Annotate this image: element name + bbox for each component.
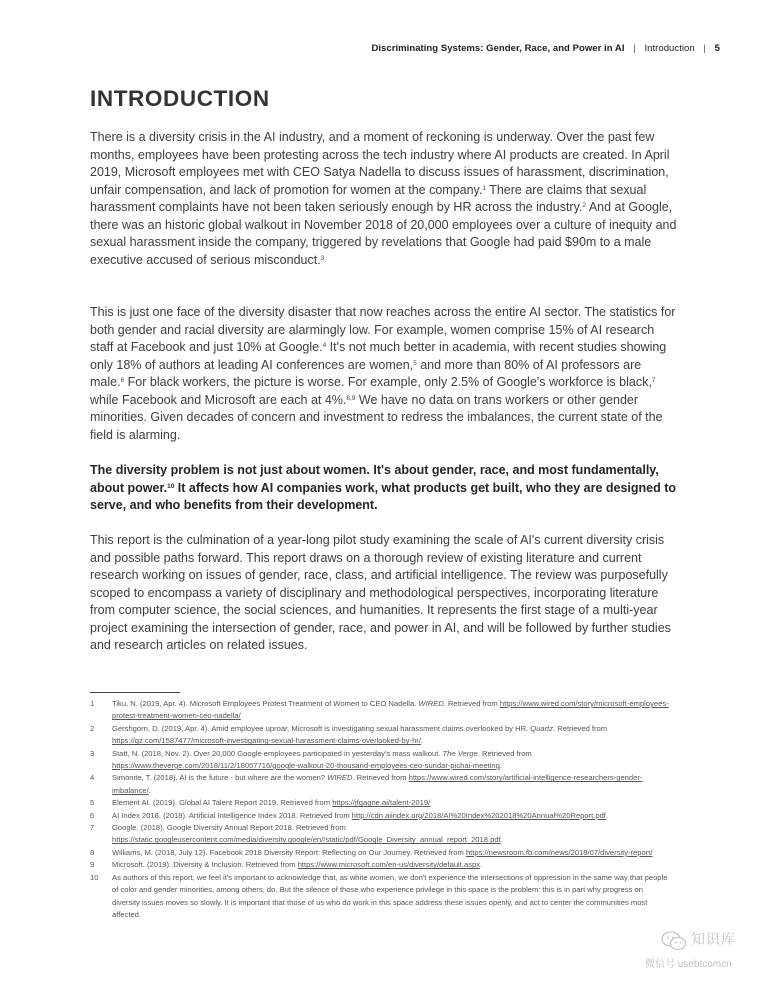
- footnote-divider: [90, 692, 180, 693]
- paragraph-text: There is a diversity crisis in the AI industry, and a moment of reckoning is underway. Over the past few months, employees have been protesting across the tech industry where AI products are created. In April 2019, Microsoft employees met with CEO Satya Nadella to discuss issues of harassment, discrimination, unfair compensation, and lack of promotion for women at the company.: [90, 130, 670, 197]
- footnote-number: 3: [90, 748, 95, 758]
- footnote-3: [90, 748, 670, 773]
- footnote-number: 2: [90, 723, 95, 733]
- footnote-link[interactable]: https://qz.com/1587477/microsoft-investigating-sexual-harassment-claims-overlooked-by-hr/: [112, 736, 421, 746]
- paragraph-report-scope: This report is the culmination of a year-long pilot study examining the scale of AI's current diversity crisis and possible paths forward. This report draws on a thorough review of existing literature and current research working on issues of gender, race, class, and artificial intelligence. The review was purposefully scoped to encompass a variety of disciplinary and methodological perspectives, incorporating literature from computer science, the social sciences, and humanities. It represents the first stage of a multi-year project examining the intersection of gender, race, and power in AI, and will be followed by further studies and research articles on related issues.: [90, 533, 671, 652]
- paragraph-text: The diversity problem is not just about women. It's about gender, race, and most fundamentally, about power.: [90, 463, 659, 495]
- footnote-text: [112, 748, 670, 773]
- header-separator: |: [703, 43, 706, 54]
- footnote-link[interactable]: http://cdn.aiindex.org/2018/AI%20Index%202018%20Annual%20Report.pdf: [351, 810, 606, 820]
- footnote-2: [90, 723, 670, 748]
- footnote-number: 4: [90, 773, 95, 783]
- footnote-4: [90, 772, 670, 797]
- footnote-text: [112, 847, 670, 859]
- footnote-ref[interactable]: 7: [651, 377, 656, 384]
- footnote-citation: .: [148, 785, 151, 795]
- footnote-citation: .: [480, 860, 483, 870]
- footnote-citation: As authors of this report, we feel it's important to acknowledge that, as white women, we don't experience the intersections of oppression in the same way that people of color and gender minorities, among others, do. But the silence of those who experience privilege in this space is the problem: this is in part why progress on diversity issues moves so slowly. It is important that those of us who do work in this space address these issues openly, and act to center the communities most affected.: [112, 872, 668, 919]
- footnote-9: [90, 859, 670, 871]
- footnote-text: [112, 872, 670, 922]
- footnote-number: 6: [90, 810, 95, 820]
- paragraph-diversity-statistics: [90, 304, 677, 444]
- footnote-ref[interactable]: 3: [320, 254, 325, 262]
- watermark-name: 知识库: [691, 931, 736, 947]
- footnote-citation: Simonite, T. (2018). AI is the future - but where are the women?: [112, 773, 328, 783]
- paragraph-key-statement: [90, 462, 677, 515]
- page-number: 5: [714, 43, 720, 54]
- footnote-ref[interactable]: 2: [582, 202, 587, 209]
- footnote-ref[interactable]: 8,9: [346, 394, 356, 402]
- paragraph-text: And at Google, there was an historic global walkout in November 2018 of 20,000 employees over a culture of inequity and sexual harassment inside the company, triggered by revelations that Google had paid $90m to a male executive accused of serious misconduct.: [90, 200, 677, 267]
- header-separator: |: [633, 43, 636, 54]
- footnote-source: WIRED: [327, 773, 353, 783]
- footnote-citation: . Retrieved from: [352, 773, 409, 783]
- footnote-link[interactable]: https://newsroom.fb.com/news/2018/07/diversity-report/: [465, 847, 653, 857]
- footnote-citation: .: [500, 835, 503, 845]
- footnote-text: [112, 723, 670, 748]
- footnote-5: [90, 797, 670, 809]
- footnote-link[interactable]: https://static.googleusercontent.com/media/diversity.google/en//static/pdf/Google_Diversity_annual_report_2018.pdf: [112, 835, 501, 845]
- paragraph-text: It affects how AI companies work, what products get built, who they are designed to serve, and who benefits from their development.: [90, 480, 677, 512]
- footnote-link[interactable]: https://www.wired.com/story/microsoft-employees-protest-treatment-women-ceo-nadella/: [112, 699, 669, 721]
- footnote-citation: Gershgorn, D. (2019, Apr. 4). Amid employee uproar, Microsoft is investigating sexual harassment claims overlooked by HR.: [112, 723, 531, 733]
- footnote-number: 7: [90, 823, 95, 833]
- section-name: Introduction: [644, 43, 695, 54]
- footnote-link[interactable]: https://www.wired.com/story/artificial-intelligence-researchers-gender-imbalance/: [112, 773, 643, 795]
- footnote-text: [112, 859, 670, 871]
- footnote-text: [112, 698, 670, 723]
- paragraph-text: There are claims that sexual harassment complaints have not been taken seriously enough by HR across the industry.: [90, 182, 647, 214]
- footnote-citation: Williams, M. (2018, July 12). Facebook 2018 Diversity Report: Reflecting on Our Journey. Retrieved from: [112, 847, 466, 857]
- footnote-ref[interactable]: 6: [120, 377, 125, 384]
- paragraph-text: For black workers, the picture is worse. For example, only 2.5% of Google's workforce is black,: [124, 375, 652, 389]
- paragraph-text: We have no data on trans workers or other gender minorities. Given decades of concern and investment to redress the imbalances, the current state of the field is alarming.: [90, 392, 663, 442]
- footnote-6: [90, 810, 670, 822]
- footnote-text: [112, 772, 670, 797]
- footnote-citation: Element AI. (2019). Global AI Talent Report 2019. Retrieved from: [112, 798, 333, 808]
- footnote-number: 8: [90, 847, 95, 857]
- footnote-10: [90, 872, 670, 922]
- paragraph-text: and more than 80% of AI professors are male.: [90, 357, 642, 389]
- footnote-citation: .: [499, 761, 502, 771]
- footnote-source: The Verge: [442, 748, 478, 758]
- footnote-ref[interactable]: 10: [167, 482, 175, 490]
- report-title: Discriminating Systems: Gender, Race, and Power in AI: [371, 43, 625, 54]
- running-header: [371, 43, 720, 54]
- footnote-ref[interactable]: 1: [482, 184, 486, 192]
- footnote-source: WIRED: [418, 699, 444, 708]
- wechat-icon: [661, 931, 687, 951]
- footnote-link[interactable]: https://jfgagne.ai/talent-2019/: [332, 798, 431, 808]
- footnote-citation: Statt, N. (2018, Nov. 2). Over 20,000 Google employees participated in yesterday's mass walkout.: [112, 748, 443, 758]
- footnote-citation: . Retrieved from: [477, 748, 532, 758]
- watermark-subtitle: 微信号 usebtcomcn: [645, 959, 732, 970]
- footnote-8: [90, 847, 670, 859]
- footnote-number: 10: [90, 872, 99, 882]
- footnote-citation: AI Index 2018. (2018). Artificial Intelligence Index 2018. Retrieved from: [112, 810, 352, 820]
- footnote-number: 9: [90, 860, 95, 870]
- footnote-text: [112, 822, 670, 847]
- footnote-citation: .: [605, 810, 609, 820]
- footnote-citation: Microsoft. (2019). Diversity & Inclusion. Retrieved from: [112, 860, 298, 870]
- paragraph-text: This is just one face of the diversity disaster that now reaches across the entire AI sector. The statistics for both gender and racial diversity are alarmingly low. For example, women comprise 15% of AI research staff at Facebook and just 10% at Google.: [90, 305, 676, 354]
- section-heading: INTRODUCTION: [90, 86, 270, 111]
- footnote-link[interactable]: https://www.theverge.com/2018/11/2/18057716/google-walkout-20-thousand-employees-ceo-sundar-pichai-meeting: [112, 761, 500, 771]
- footnote-source: Quartz: [530, 723, 554, 733]
- footnote-1: [90, 698, 670, 723]
- footnote-citation: .: [420, 736, 424, 746]
- footnote-citation: Google. (2018). Google Diversity Annual Report 2018. Retrieved from: [112, 823, 346, 833]
- footnote-citation: . Retrieved from: [553, 723, 608, 733]
- watermark: [645, 928, 757, 972]
- paragraph-text: It's not much better in academia, with recent studies showing only 18% of authors at leading AI conferences are women,: [90, 340, 667, 372]
- footnote-citation: Tiku, N. (2019, Apr. 4). Microsoft Employees Protest Treatment of Women to CEO Nadella.: [112, 699, 419, 708]
- footnote-list: [90, 698, 670, 921]
- footnote-link[interactable]: https://www.microsoft.com/en-us/diversity/default.aspx: [297, 860, 481, 870]
- footnote-citation: . Retrieved from: [443, 699, 500, 708]
- footnote-text: [112, 797, 670, 809]
- footnote-ref[interactable]: 5: [413, 359, 417, 367]
- footnote-text: [112, 810, 670, 822]
- footnote-7: [90, 822, 670, 847]
- footnote-number: 1: [90, 699, 95, 708]
- paragraph-text: while Facebook and Microsoft are each at 4%.: [90, 392, 347, 407]
- footnote-number: 5: [90, 798, 95, 808]
- paragraph-diversity-crisis: [90, 129, 677, 269]
- footnote-ref[interactable]: 4: [322, 342, 327, 349]
